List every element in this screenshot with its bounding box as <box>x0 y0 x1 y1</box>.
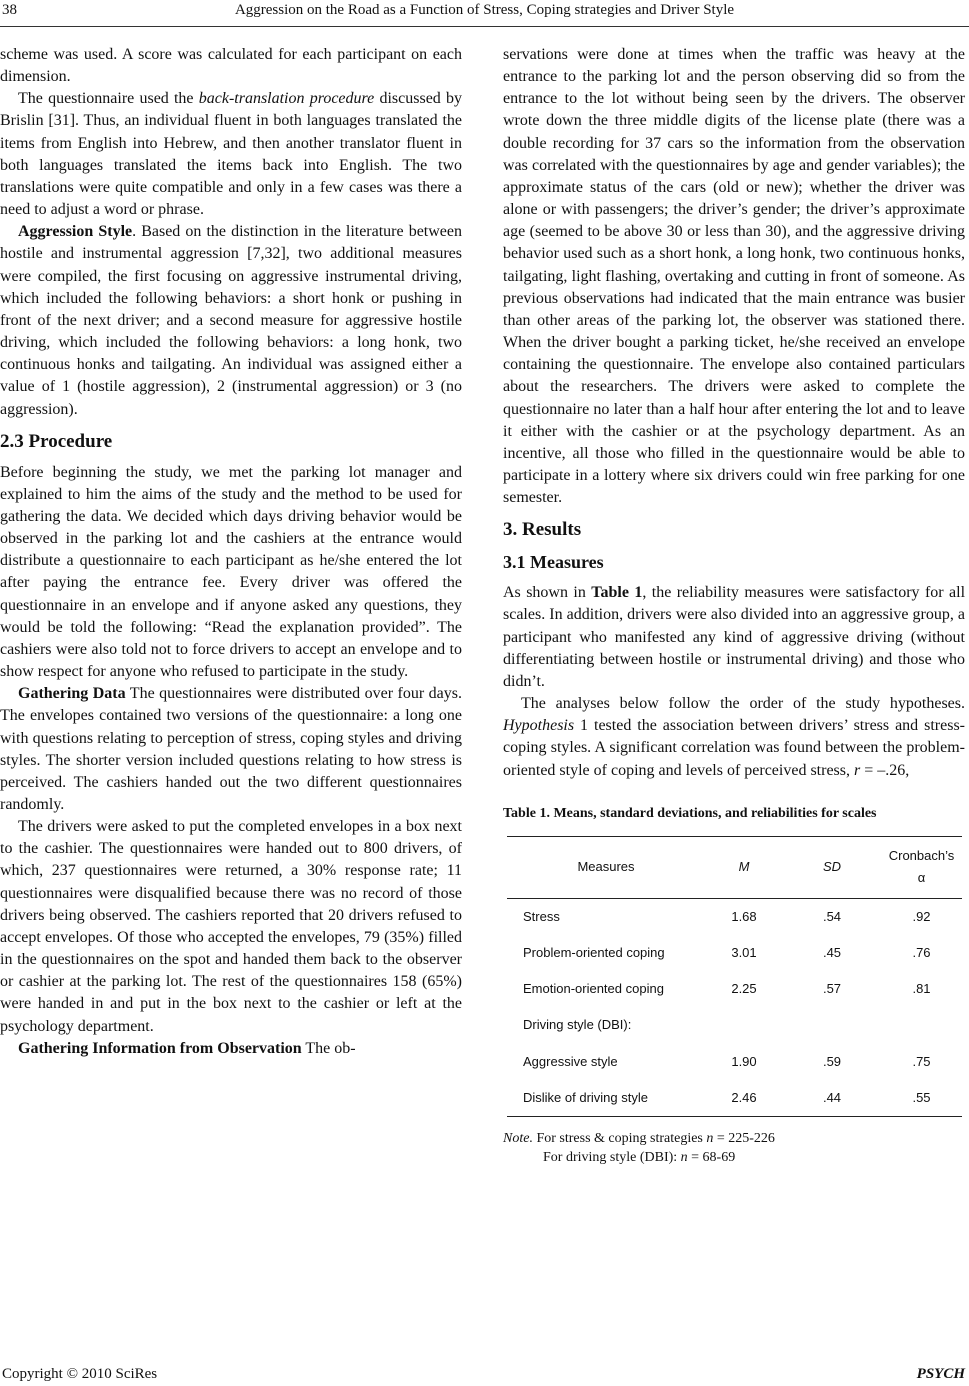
table-cell: .57 <box>822 981 842 997</box>
header-rule <box>0 26 969 27</box>
emphasis: Hypothesis <box>503 717 575 735</box>
table-cell: 1.90 <box>731 1053 757 1069</box>
paragraph: servations were done at times when the traffic was heavy at the entrance to the parking lot and the person observing did so from the entrance to the lot without being seen by the drivers. The observer wrote down the three middle digits of the license plate (there was a double recording for 37 cars so the information from the observation was correlated with the questionnaires by age and gender variables); the approximate status of the cars (old or new); whether the driver was alone or with passengers; the driver’s gender; the driver’s approximate age (seemed to be above 30 or less than 30), and the aggressive driving behavior used such as a short honk, a long honk, two continuous honks, tailgating, light flashing, overtaking and cutting in front of someone. As previous observations had indicated that the main entrance was busier than other areas of the parking lot, the observer was stationed there. When the driver bought a parking ticket, he/she received an envelope containing the questionnaire. The envelope also contained particulars about the researchers. The drivers were asked to complete the questionnaire no later than a half hour after entering the lot and to leave it either with the cashier or at the psychology department. As an incentive, all those who filled in the questionnaire would be able to participate in a lottery where six drivers could win free parking for one semester. <box>503 46 965 507</box>
left-column <box>0 44 462 1060</box>
table-row <box>507 1007 962 1043</box>
table-cell: Driving style (DBI): <box>523 1017 632 1033</box>
subsection-heading: 3.1 Measures <box>503 552 604 573</box>
table-reference: Table 1 <box>591 584 643 602</box>
table-row <box>507 1044 962 1080</box>
paragraph: The analyses below follow the order of the study hypotheses. Hypothesis 1 tested the association between drivers’ stress and stress-coping styles. A significant correlation was found between the problem-oriented style of coping and levels of perceived stress, r = –.26, <box>503 695 965 779</box>
data-table <box>507 836 962 1117</box>
paragraph: The questionnaire used the back-translation procedure discussed by Brislin [31]. Thus, an individual fluent in both languages translated the items from English into Hebrew, and then another translator fluent in both languages translated the items back into English. The two translations were quite compatible and only in a few cases was there a need to adjust a word or phrase. <box>0 90 463 219</box>
column-header: Cronbach’s α <box>881 836 962 898</box>
table-cell: 2.25 <box>731 981 757 997</box>
journal-name: PSYCH <box>916 1366 965 1382</box>
copyright-notice: Copyright © 2010 SciRes <box>2 1366 158 1382</box>
table-cell: .92 <box>912 909 931 924</box>
table-row <box>507 899 962 936</box>
running-title: Aggression on the Road as a Function of Stress, Coping strategies and Driver Style <box>234 2 735 18</box>
column-header: SD <box>783 836 881 898</box>
table-cell: Aggressive style <box>523 1053 618 1069</box>
emphasis: back-translation procedure <box>198 90 375 108</box>
table-cell <box>881 1007 962 1043</box>
run-in-heading: Gathering Data <box>18 685 126 703</box>
paragraph: Gathering Data The questionnaires were distributed over four days. The envelopes contained two versions of the questionnaire: a long one with questions relating to perception of stress, coping styles and driving styles. The shorter version included questions relating to how stress is perceived. The cashiers handed out the two different questionnaires randomly. <box>0 685 462 813</box>
table-cell: Dislike of driving style <box>507 1080 705 1117</box>
table-cell: .44 <box>783 1080 881 1117</box>
table-cell: .45 <box>822 945 842 961</box>
table-cell: 2.46 <box>705 1080 783 1117</box>
table-cell: .59 <box>822 1053 842 1069</box>
table-cell: .76 <box>912 945 931 961</box>
table-cell <box>783 1007 881 1043</box>
section-heading: 3. Results <box>503 519 582 541</box>
note-line: For driving style (DBI): n = 68-69 <box>543 1149 736 1165</box>
run-in-heading: Aggression Style <box>18 223 133 241</box>
run-in-heading: Gathering Information from Observation <box>18 1039 302 1057</box>
table-cell: .54 <box>822 909 842 924</box>
table-row <box>507 971 962 1007</box>
table-header-row <box>507 836 962 898</box>
table-cell <box>705 1007 783 1043</box>
paragraph: The drivers were asked to put the completed envelopes in a box next to the cashier. The questionnaires were handed out to 800 drivers, of which, 237 questionnaires were returned, a 30% response rate; 11 questionnaires were disqualified because there was no record of those drivers being observed. The cashiers reported that 20 drivers refused to accept envelopes. Of those who accepted the envelopes, 79 (35%) filled in the questionnaires on the spot and handed them back to the observer or cashier at the parking lot. The rest of the questionnaires 158 (65%) were handed in and put in the box next to the cashier or left at the psychology department. <box>0 818 462 1035</box>
note-label: Note. <box>503 1130 533 1146</box>
section-heading: 2.3 Procedure <box>0 430 113 452</box>
table-cell: .55 <box>881 1080 962 1117</box>
page-number: 38 <box>2 2 17 18</box>
column-header: M <box>705 836 783 898</box>
table-row <box>507 935 962 971</box>
paragraph: As shown in Table 1, the reliability measures were satisfactory for all scales. In addition, drivers were also divided into an aggressive group, a participant who manifested any kind of aggressive driving (without differentiating between hostile or instrumental driving) and those who didn’t. <box>503 584 966 690</box>
paragraph: Before beginning the study, we met the parking lot manager and explained to him the aims of the study and the method to be used for gathering the data. We decided which days driving behavior would be observed in the parking lot and the cashiers at the entrance would distribute a questionnaire to each participant as he/she entered the lot after paying the entrance fee. Every driver was offered the questionnaire in an envelope and if anyone asked any questions, they would be told the following: “Read the explanation provided”. The cashiers were also told not to force drivers to accept an envelope and to show respect for anyone who refused to participate in the study. <box>0 463 462 681</box>
table-row <box>507 1080 962 1117</box>
table-cell: 3.01 <box>731 945 757 961</box>
table-cell: .75 <box>912 1053 931 1069</box>
right-column <box>503 44 965 1167</box>
table-cell: Emotion-oriented coping <box>523 981 664 997</box>
note-line: Note. For stress & coping strategies n = 225-226 <box>503 1130 775 1146</box>
table-caption: Table 1. Means, standard deviations, and reliabilities for scales <box>503 805 877 821</box>
table-cell: Problem-oriented coping <box>523 945 665 961</box>
paragraph: Gathering Information from Observation The ob- <box>18 1039 356 1057</box>
table-cell: .81 <box>912 981 931 997</box>
table-note <box>503 1129 965 1167</box>
table-cell: 1.68 <box>731 909 757 924</box>
paragraph: scheme was used. A score was calculated for each participant on each dimension. <box>0 46 462 86</box>
column-header: Measures <box>507 836 705 898</box>
page-header <box>0 0 969 30</box>
table-cell: Stress <box>523 909 560 924</box>
emphasis: r <box>854 761 861 779</box>
paragraph: Aggression Style. Based on the distinction in the literature between hostile and instrumental aggression [7,32], two additional measures were compiled, the first focusing on aggressive instrumental driving, which included the following behaviors: a short honk or pushing in front of the next driver; and a second measure for aggressive hostile driving, which included the following behaviors: a long honk, two continuous honks and tailgating. An individual was assigned either a value of 1 (hostile aggression), 2 (instrumental aggression) or 3 (no aggression). <box>0 223 462 418</box>
